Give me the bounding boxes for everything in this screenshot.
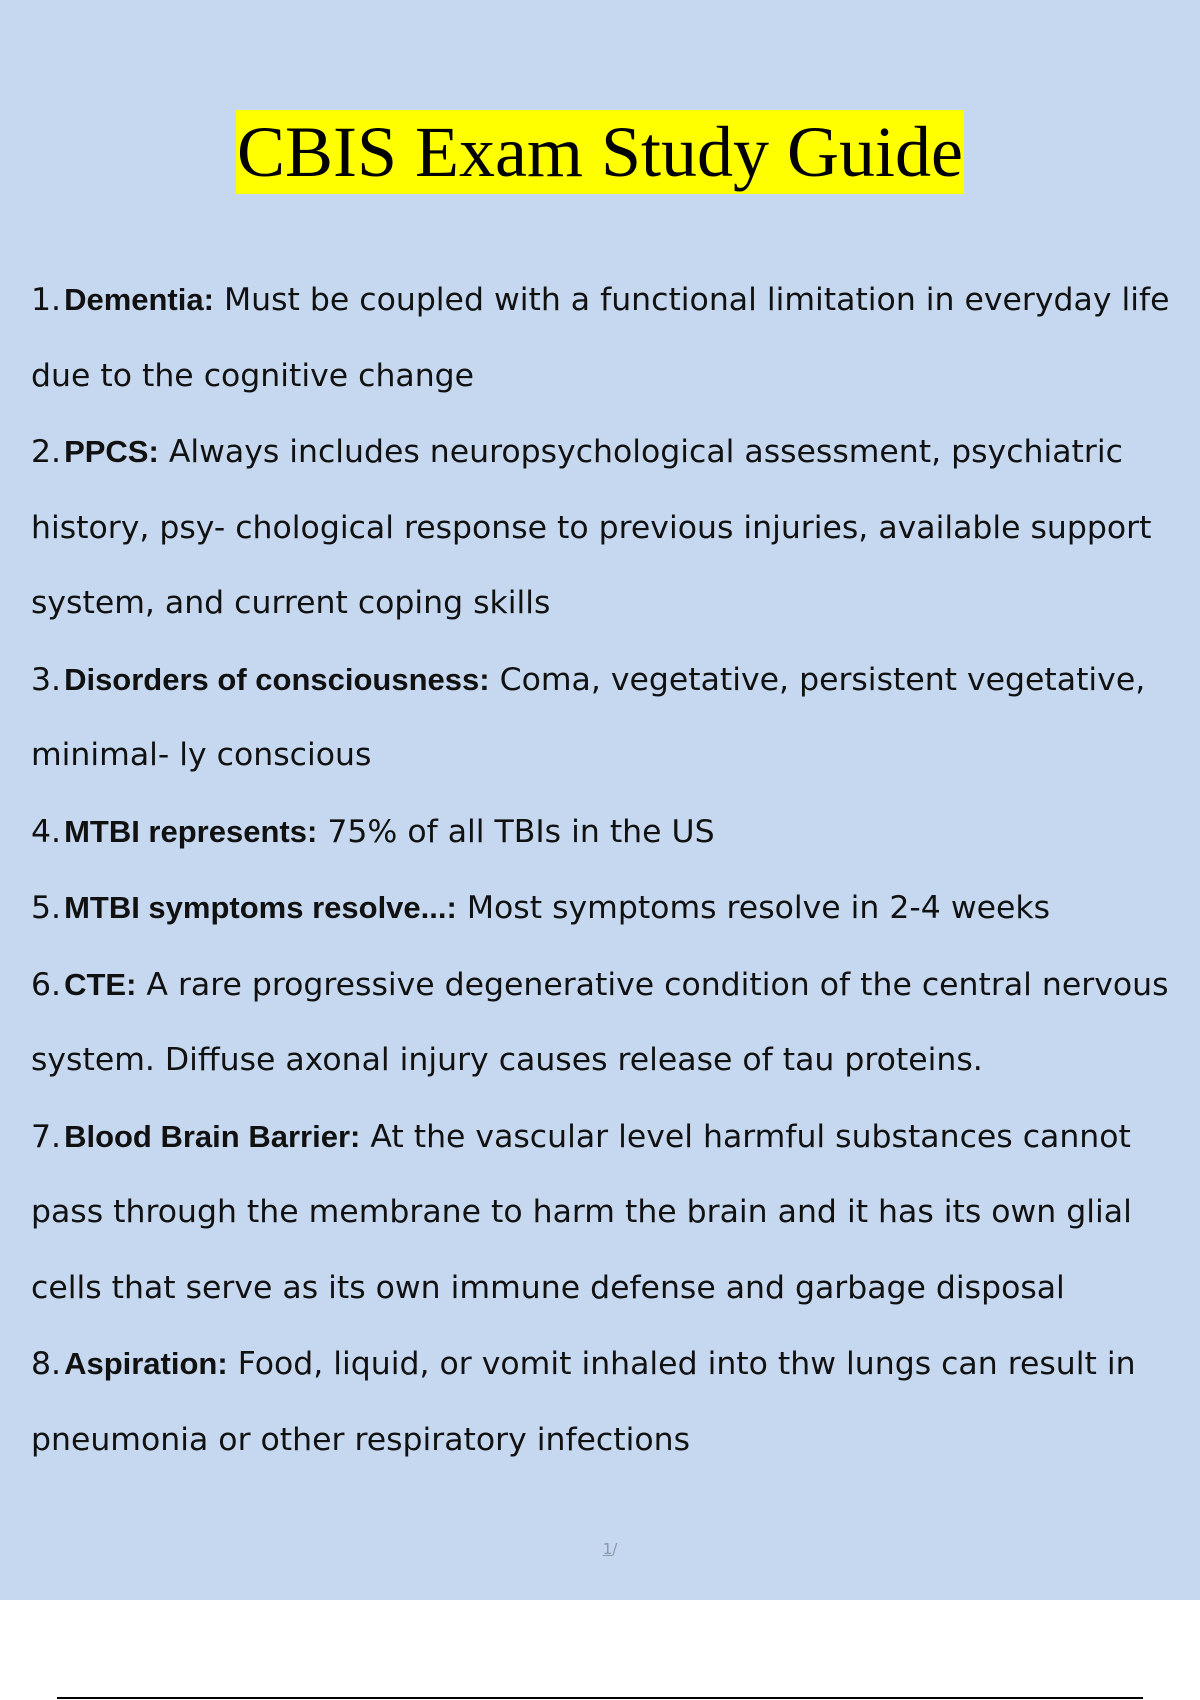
item-term: CTE: bbox=[64, 966, 137, 1002]
item-definition: Most symptoms resolve in 2-4 weeks bbox=[466, 890, 1051, 926]
item-number: 7. bbox=[31, 1118, 62, 1155]
item-term: MTBI represents: bbox=[64, 813, 318, 849]
page-number-separator: / bbox=[612, 1540, 618, 1558]
list-item bbox=[31, 414, 1196, 642]
title-container bbox=[0, 110, 1200, 194]
item-term: Blood Brain Barrier: bbox=[64, 1118, 361, 1154]
list-item bbox=[31, 642, 1196, 794]
definition-list bbox=[31, 262, 1196, 1478]
item-definition: At the vascular level harmful substances cannot pass through the membrane to harm the brain and it has its own glial cells that serve as its own immune defense and garbage disposal bbox=[31, 1118, 1132, 1306]
list-item bbox=[31, 870, 1196, 947]
item-term: PPCS: bbox=[64, 434, 159, 469]
item-term: Aspiration: bbox=[64, 1346, 228, 1381]
item-number: 1. bbox=[31, 282, 62, 318]
item-number: 5. bbox=[31, 890, 62, 926]
item-definition: Always includes neuropsychological assessment, psychiatric history, psy- chological response to previous injuries, available support system, and current coping skills bbox=[31, 434, 1152, 621]
document-title: CBIS Exam Study Guide bbox=[236, 112, 963, 192]
item-number: 4. bbox=[31, 813, 62, 850]
item-number: 2. bbox=[31, 434, 62, 470]
item-definition: Coma, vegetative, persistent vegetative, minimal- ly conscious bbox=[31, 661, 1146, 773]
page-number-value: 1 bbox=[602, 1540, 613, 1558]
item-number: 3. bbox=[31, 661, 62, 698]
item-definition: A rare progressive degenerative condition of the central nervous system. Diffuse axonal injury causes release of tau proteins. bbox=[31, 966, 1169, 1078]
list-item bbox=[31, 262, 1196, 414]
item-term: Dementia: bbox=[64, 282, 214, 317]
page-number bbox=[0, 1540, 1200, 1558]
item-definition: 75% of all TBIs in the US bbox=[327, 813, 715, 850]
footer-divider bbox=[57, 1697, 1143, 1699]
item-number: 6. bbox=[31, 966, 62, 1003]
item-term: Disorders of consciousness: bbox=[64, 661, 490, 697]
item-definition: Must be coupled with a functional limitation in everyday life due to the cognitive change bbox=[31, 282, 1170, 394]
item-number: 8. bbox=[31, 1346, 62, 1382]
item-term: MTBI symptoms resolve...: bbox=[64, 890, 457, 925]
list-item bbox=[31, 1099, 1196, 1327]
item-definition: Food, liquid, or vomit inhaled into thw lungs can result in pneumonia or other respiratory infections bbox=[31, 1346, 1136, 1458]
list-item bbox=[31, 947, 1196, 1099]
list-item bbox=[31, 1326, 1196, 1478]
list-item bbox=[31, 794, 1196, 871]
